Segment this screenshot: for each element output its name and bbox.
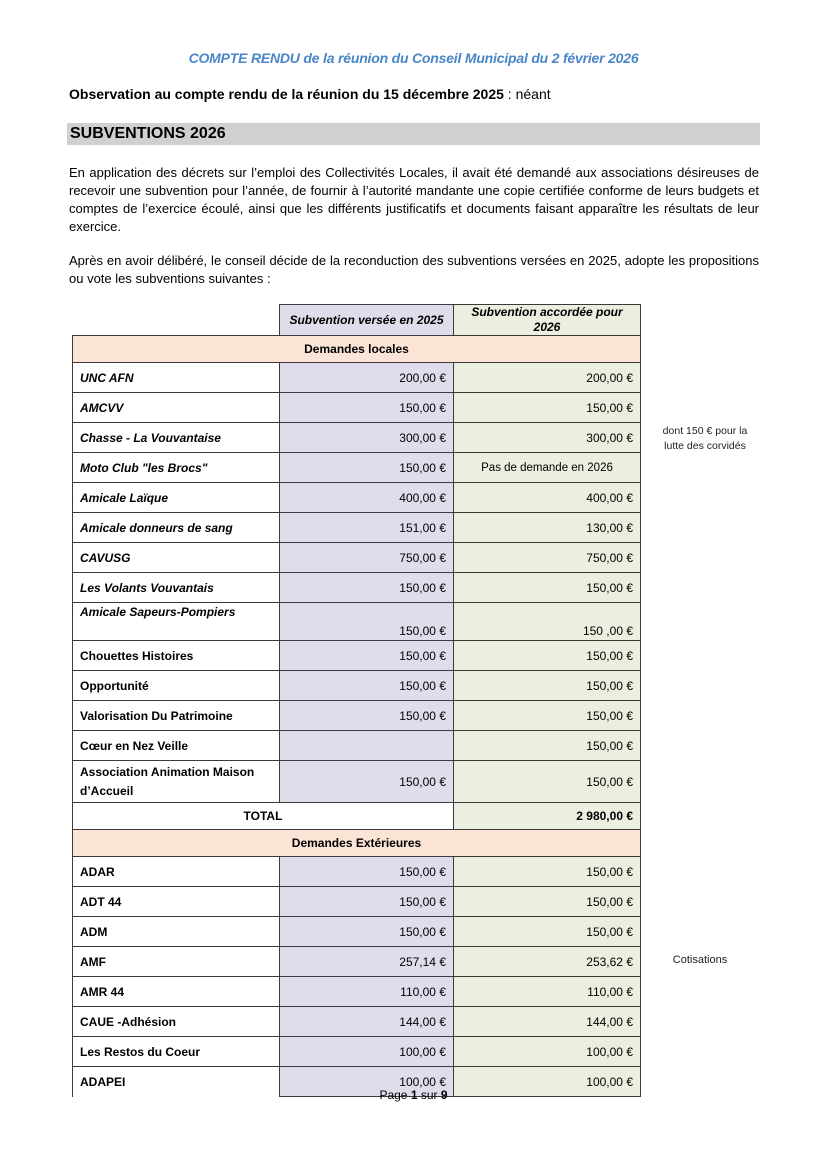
amount-2025: 400,00 € [280,483,454,513]
amount-2025: 100,00 € [280,1037,454,1067]
amount-2026: 100,00 € [454,1067,641,1097]
amount-2026: 200,00 € [454,363,641,393]
table-row [73,573,641,603]
amount-2025: 150,00 € [280,701,454,731]
amount-2026: 400,00 € [454,483,641,513]
table-row [73,393,641,423]
association-name: AMCVV [73,393,280,423]
table-row [73,977,641,1007]
amount-2025: 750,00 € [280,543,454,573]
table-row [73,641,641,671]
note-cotisations: Cotisations [672,954,728,966]
amount-2026: 150,00 € [454,731,641,761]
amount-2025: 150,00 € [280,603,454,641]
amount-2026: 150,00 € [454,573,641,603]
amount-2025: 150,00 € [280,857,454,887]
amount-2025: 150,00 € [280,573,454,603]
association-name: Les Volants Vouvantais [73,573,280,603]
amount-2025: 100,00 € [280,1067,454,1097]
amount-2025: 150,00 € [280,393,454,423]
table-row [73,887,641,917]
amount-2026: 110,00 € [454,977,641,1007]
table-row [73,1007,641,1037]
table-row [73,731,641,761]
section-row-local [73,336,641,363]
table-row [73,857,641,887]
total-value: 2 980,00 € [454,803,641,830]
table-row [73,363,641,393]
amount-2026: 300,00 € [454,423,641,453]
amount-2026: 150,00 € [454,641,641,671]
table-row [73,603,641,641]
association-name: Amicale Sapeurs-Pompiers [73,603,280,641]
amount-2026: 150,00 € [454,887,641,917]
amount-2026: 150,00 € [454,701,641,731]
paragraph-decision: Après en avoir délibéré, le conseil décide de la reconduction des subventions versées en 2025, adopte les propositions ou vote les subventions suivantes : [69,253,759,286]
amount-2025: 150,00 € [280,761,454,803]
total-label: TOTAL [73,803,454,830]
association-name: ADM [73,917,280,947]
table-row [73,453,641,483]
header-empty-cell [73,305,280,336]
table-row [73,513,641,543]
amount-2026: Pas de demande en 2026 [454,453,641,483]
amount-2025: 257,14 € [280,947,454,977]
page-prefix: Page [379,1088,411,1102]
amount-2025: 151,00 € [280,513,454,543]
amount-2025: 144,00 € [280,1007,454,1037]
table-row [73,1037,641,1067]
amount-2025: 300,00 € [280,423,454,453]
association-name: CAUE -Adhésion [73,1007,280,1037]
association-name: ADAPEI [73,1067,280,1097]
amount-2025: 150,00 € [280,671,454,701]
table-row [73,917,641,947]
amount-2025: 150,00 € [280,887,454,917]
table-row [73,671,641,701]
association-name: Cœur en Nez Veille [73,731,280,761]
table-row [73,701,641,731]
amount-2026: 253,62 € [454,947,641,977]
amount-2026: 100,00 € [454,1037,641,1067]
section-title-local: Demandes locales [73,336,641,363]
table-row [73,543,641,573]
table-header-row [73,305,641,336]
total-row [73,803,641,830]
association-name: Moto Club "les Brocs" [73,453,280,483]
amount-2026: 750,00 € [454,543,641,573]
amount-2026: 150,00 € [454,917,641,947]
association-name: Amicale Laïque [73,483,280,513]
association-name: Amicale donneurs de sang [73,513,280,543]
table-row [73,947,641,977]
note-chasse-corvides: dont 150 € pour la lutte des corvidés [662,425,748,452]
association-name: Les Restos du Coeur [73,1037,280,1067]
page-middle: sur [417,1088,441,1102]
association-name: Association Animation Maison d’Accueil [73,761,280,803]
document-title: COMPTE RENDU de la réunion du Conseil Municipal du 2 février 2026 [188,50,639,66]
amount-2025: 150,00 € [280,641,454,671]
association-name: Opportunité [73,671,280,701]
page-number: 1 [410,1088,418,1102]
amount-2025 [280,731,454,761]
amount-2025: 200,00 € [280,363,454,393]
observation-label: Observation au compte rendu de la réunion du 15 décembre 2025 [69,86,504,102]
observation-value: : néant [503,86,551,102]
association-name: AMR 44 [73,977,280,1007]
association-name: AMF [73,947,280,977]
table-row [73,761,641,803]
amount-2025: 150,00 € [280,917,454,947]
amount-2026: 144,00 € [454,1007,641,1037]
paragraph-decrees: En application des décrets sur l’emploi des Collectivités Locales, il avait été demandé aux associations désireuses de recevoir une subvention pour l’année, de fournir à l’autorité mandante une copie certifiée conforme de leurs budgets et comptes de l’exercice écoulé, ainsi que les différents justificatifs et documents faisant apparaître les résultats de leur exercice. [69,165,759,234]
page-total: 9 [440,1088,448,1102]
amount-2026: 150,00 € [454,761,641,803]
amount-2026: 150 ,00 € [454,603,641,641]
association-name: Chasse - La Vouvantaise [73,423,280,453]
association-name: ADAR [73,857,280,887]
amount-2026: 150,00 € [454,671,641,701]
observation-line [69,86,551,102]
section-row-external [73,830,641,857]
section-heading: SUBVENTIONS 2026 [67,123,760,145]
page-footer [0,1088,827,1102]
header-2025: Subvention versée en 2025 [280,305,454,336]
subsidies-table [72,304,641,1097]
association-name: Chouettes Histoires [73,641,280,671]
association-name: Valorisation Du Patrimoine [73,701,280,731]
header-2026: Subvention accordée pour 2026 [454,305,641,336]
amount-2026: 150,00 € [454,393,641,423]
association-name: ADT 44 [73,887,280,917]
amount-2026: 130,00 € [454,513,641,543]
table-row [73,483,641,513]
amount-2026: 150,00 € [454,857,641,887]
association-name: CAVUSG [73,543,280,573]
association-name: UNC AFN [73,363,280,393]
table-row [73,423,641,453]
amount-2025: 110,00 € [280,977,454,1007]
section-title-external: Demandes Extérieures [73,830,641,857]
amount-2025: 150,00 € [280,453,454,483]
